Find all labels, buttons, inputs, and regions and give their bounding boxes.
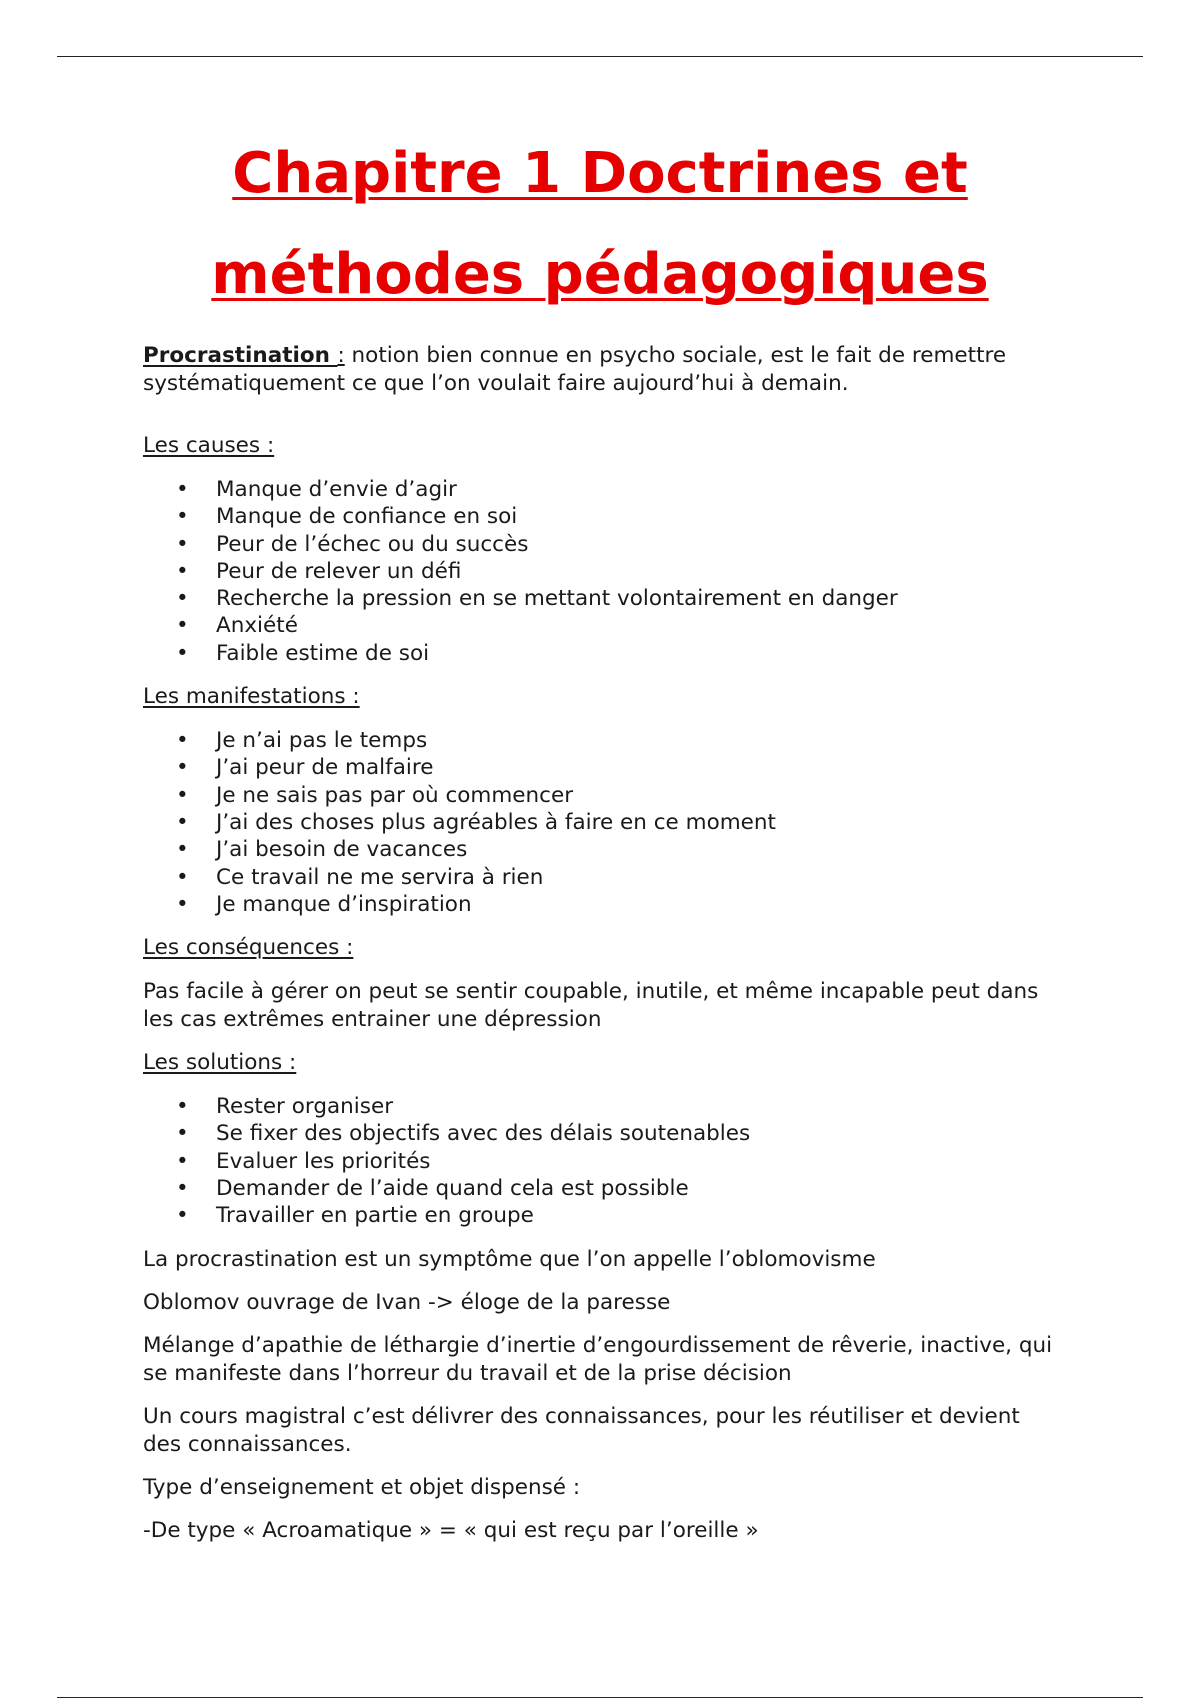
list-item: • J’ai des choses plus agréables à faire en ce moment xyxy=(143,809,1063,836)
list-item: • Evaluer les priorités xyxy=(143,1148,1063,1175)
bottom-divider xyxy=(57,1697,1143,1698)
list-item: • J’ai peur de malfaire xyxy=(143,754,1063,781)
list-item: • J’ai besoin de vacances xyxy=(143,836,1063,863)
list-item: • Je manque d’inspiration xyxy=(143,891,1063,918)
list-item: • Demander de l’aide quand cela est possible xyxy=(143,1175,1063,1202)
consequences-paragraph: Pas facile à gérer on peut se sentir coupable, inutile, et même incapable peut dans les cas extrêmes entrainer une dépression xyxy=(143,979,1039,1033)
page-title-line-2: méthodes pédagogiques xyxy=(211,242,989,307)
list-item: • Manque d’envie d’agir xyxy=(143,476,1063,503)
body-paragraph: Type d’enseignement et objet dispensé : xyxy=(143,1474,581,1500)
document-body xyxy=(143,342,1063,1560)
body-paragraph: Oblomov ouvrage de Ivan -> éloge de la paresse xyxy=(143,1289,671,1315)
list-item: • Je ne sais pas par où commencer xyxy=(143,782,1063,809)
definition-separator: : xyxy=(337,343,345,368)
list-item: • Se fixer des objectifs avec des délais soutenables xyxy=(143,1120,1063,1147)
body-paragraph: Un cours magistral c’est délivrer des connaissances, pour les réutiliser et devient des connaissances. xyxy=(143,1403,1020,1457)
list-item: • Travailler en partie en groupe xyxy=(143,1202,1063,1229)
body-paragraph: -De type « Acroamatique » = « qui est reçu par l’oreille » xyxy=(143,1517,759,1543)
page-title-line-1: Chapitre 1 Doctrines et xyxy=(232,141,968,206)
definition-term: Procrastination xyxy=(143,343,338,368)
list-item: • Recherche la pression en se mettant volontairement en danger xyxy=(143,585,1063,612)
section-heading-solutions: Les solutions : xyxy=(143,1050,297,1076)
list-item: • Manque de confiance en soi xyxy=(143,503,1063,530)
manifestations-list xyxy=(143,727,1063,918)
causes-list xyxy=(143,476,1063,667)
solutions-list xyxy=(143,1093,1063,1229)
section-heading-consequences: Les conséquences : xyxy=(143,935,354,961)
body-paragraph: Mélange d’apathie de léthargie d’inertie d’engourdissement de rêverie, inactive, qui se manifeste dans l’horreur du travail et de la prise décision xyxy=(143,1332,1053,1386)
definition-text: notion bien connue en psycho sociale, est le fait de remettre systématiquement ce que l’on voulait faire aujourd’hui à demain. xyxy=(143,343,1007,396)
list-item: • Peur de l’échec ou du succès xyxy=(143,531,1063,558)
list-item: • Anxiété xyxy=(143,612,1063,639)
list-item: • Peur de relever un défi xyxy=(143,558,1063,585)
definition-paragraph xyxy=(143,342,1063,398)
section-heading-manifestations: Les manifestations : xyxy=(143,684,360,710)
list-item: • Je n’ai pas le temps xyxy=(143,727,1063,754)
list-item: • Rester organiser xyxy=(143,1093,1063,1120)
list-item: • Ce travail ne me servira à rien xyxy=(143,864,1063,891)
top-divider xyxy=(57,56,1143,57)
section-heading-causes: Les causes : xyxy=(143,433,275,458)
body-paragraph: La procrastination est un symptôme que l’on appelle l’oblomovisme xyxy=(143,1246,876,1272)
list-item: • Faible estime de soi xyxy=(143,640,1063,667)
